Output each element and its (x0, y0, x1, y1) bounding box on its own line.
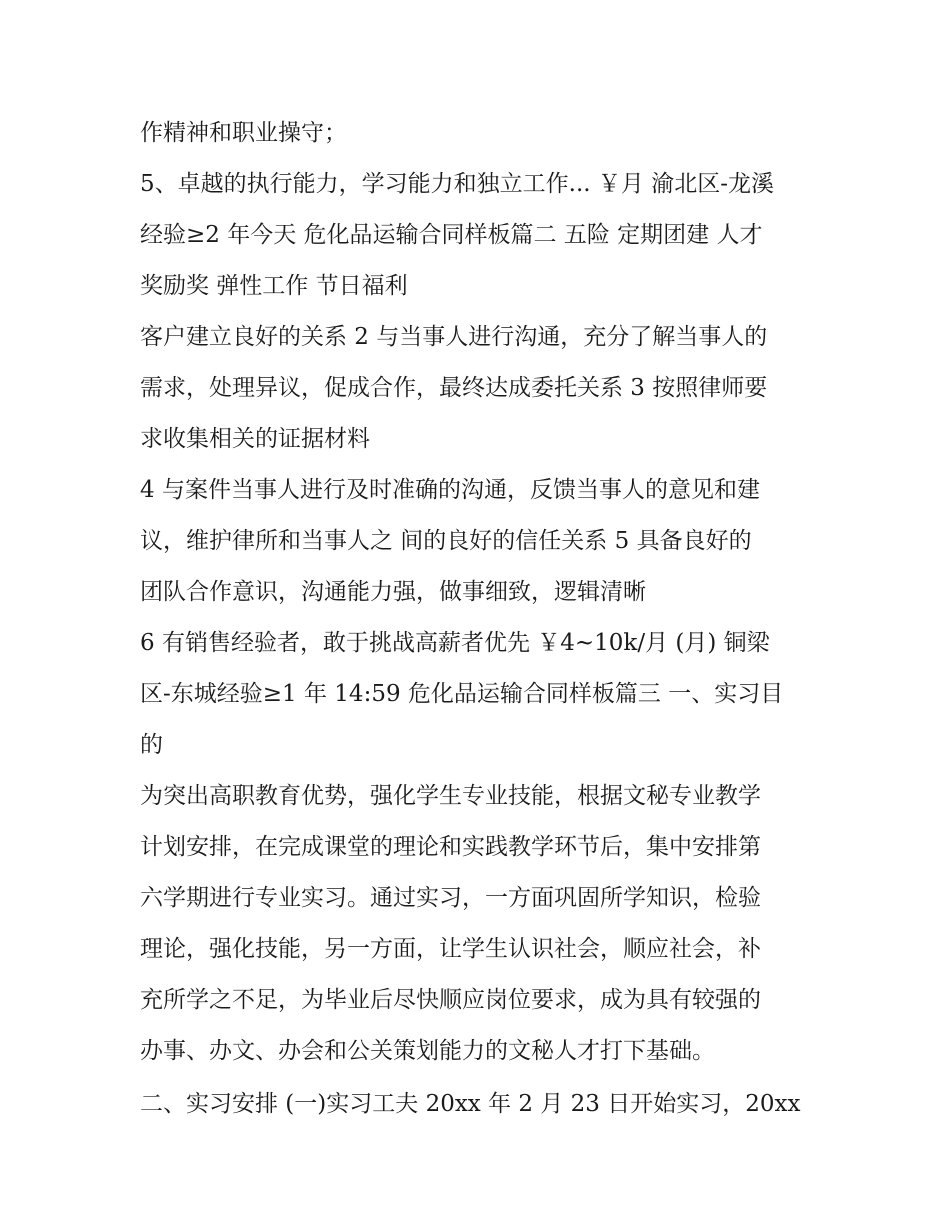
text-line: 求收集相关的证据材料 (140, 426, 370, 452)
text-line: 客户建立良好的关系 2 与当事人进行沟通，充分了解当事人的 (140, 324, 768, 350)
text-line: 的 (140, 732, 163, 758)
text-line: 六学期进行专业实习。通过实习，一方面巩固所学知识，检验 (140, 885, 761, 911)
text-line: 计划安排，在完成课堂的理论和实践教学环节后，集中安排第 (140, 834, 761, 860)
text-line: 充所学之不足，为毕业后尽快顺应岗位要求，成为具有较强的 (140, 987, 761, 1013)
text-line: 奖励奖 弹性工作 节日福利 (140, 273, 408, 299)
text-line: 议，维护律所和当事人之 间的良好的信任关系 5 具备良好的 (140, 528, 752, 554)
text-line: 作精神和职业操守； (140, 120, 347, 146)
text-line: 区-东城经验≥1 年 14:59 危化品运输合同样板篇三 一、实习目 (140, 681, 784, 707)
text-line: 5、卓越的执行能力，学习能力和独立工作... ￥月 渝北区-龙溪 (140, 171, 774, 197)
text-line: 4 与案件当事人进行及时准确的沟通，反馈当事人的意见和建 (140, 477, 760, 503)
text-line: 办事、办文、办会和公关策划能力的文秘人才打下基础。 (140, 1038, 715, 1064)
document-body (140, 108, 820, 1130)
text-line: 团队合作意识，沟通能力强，做事细致，逻辑清晰 (140, 579, 646, 605)
text-line: 为突出高职教育优势，强化学生专业技能，根据文秘专业教学 (140, 783, 761, 809)
text-line: 二、实习安排 (一)实习工夫 20xx 年 2 月 23 日开始实习，20xx (140, 1091, 801, 1117)
text-line: 经验≥2 年今天 危化品运输合同样板篇二 五险 定期团建 人才 (140, 222, 763, 248)
text-line: 理论，强化技能，另一方面，让学生认识社会，顺应社会，补 (140, 936, 761, 962)
text-line: 6 有销售经验者，敢于挑战高薪者优先 ￥4~10k/月 (月) 铜梁 (140, 630, 770, 656)
text-line: 需求，处理异议，促成合作，最终达成委托关系 3 按照律师要 (140, 375, 768, 401)
